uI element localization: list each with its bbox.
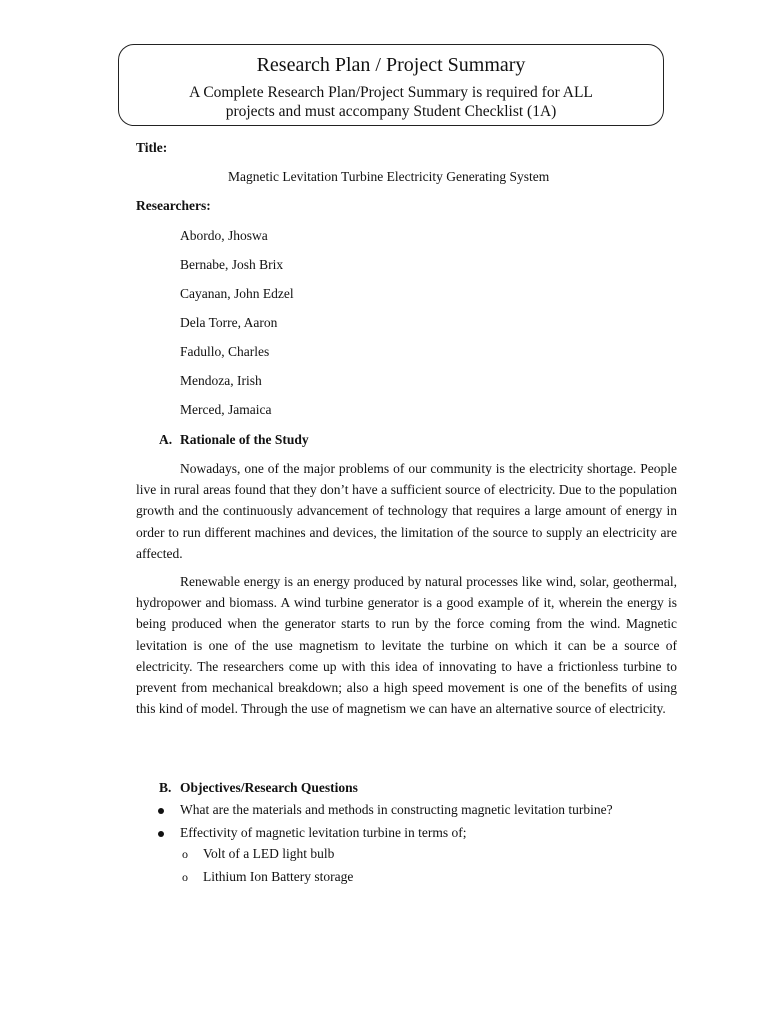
- researcher-name: Cayanan, John Edzel: [180, 286, 294, 301]
- researcher-name: Fadullo, Charles: [180, 344, 270, 359]
- section-a-heading: Rationale of the Study: [180, 432, 309, 447]
- rationale-paragraph-1: Nowadays, one of the major problems of our community is the electricity shortage. People live in rural areas found that they don’t have a sufficient source of electricity. Due to the population growth and the continuously advancement of technology that requires a large amount of energy in order to run different machines and devices, the limitation of the source to supply an electricity are affected.: [136, 461, 677, 561]
- section-a-marker: A.: [159, 432, 173, 447]
- section-b-heading: Objectives/Research Questions: [180, 780, 358, 795]
- researcher-name: Dela Torre, Aaron: [180, 315, 278, 330]
- document-subtitle: [139, 83, 643, 121]
- subtitle-line-2: projects and must accompany Student Checklist (1A): [225, 103, 557, 120]
- researcher-name: Mendoza, Irish: [180, 373, 262, 388]
- section-b-marker: B.: [159, 780, 172, 795]
- sub-objective-item: Lithium Ion Battery storage: [203, 869, 354, 884]
- bullet-dot-icon: [158, 831, 164, 837]
- researcher-name: Bernabe, Josh Brix: [180, 257, 284, 272]
- document-title: Research Plan / Project Summary: [256, 54, 526, 76]
- hollow-bullet-icon: o: [182, 847, 188, 861]
- rationale-paragraph-2: Renewable energy is an energy produced by natural processes like wind, solar, geothermal, hydropower and biomass. A wind turbine generator is a good example of it, wherein the energy is being produced when the generator starts to run by the force coming from the wind. Magnetic levitation is one of the use magnetism to levitate the turbine on which it can be a source of electricity. The researchers come up with this idea of innovating to have a frictionless turbine to prevent from mechanical breakdown; also a high speed movement is one of the benefits of using this kind of model. Through the use of magnetism we can have an alternative source of electricity.: [136, 574, 677, 717]
- bullet-dot-icon: [158, 808, 164, 814]
- researcher-name: Abordo, Jhoswa: [180, 228, 268, 243]
- objective-item: Effectivity of magnetic levitation turbine in terms of;: [180, 825, 467, 840]
- hollow-bullet-icon: o: [182, 870, 188, 884]
- subtitle-line-1: A Complete Research Plan/Project Summary is required for ALL: [189, 84, 593, 101]
- researchers-label: Researchers:: [136, 198, 211, 213]
- project-title: Magnetic Levitation Turbine Electricity Generating System: [228, 169, 550, 184]
- researcher-name: Merced, Jamaica: [180, 402, 272, 417]
- objective-item: What are the materials and methods in constructing magnetic levitation turbine?: [180, 802, 613, 817]
- sub-objective-item: Volt of a LED light bulb: [203, 846, 335, 861]
- header-box: [118, 44, 664, 126]
- title-label: Title:: [136, 140, 168, 155]
